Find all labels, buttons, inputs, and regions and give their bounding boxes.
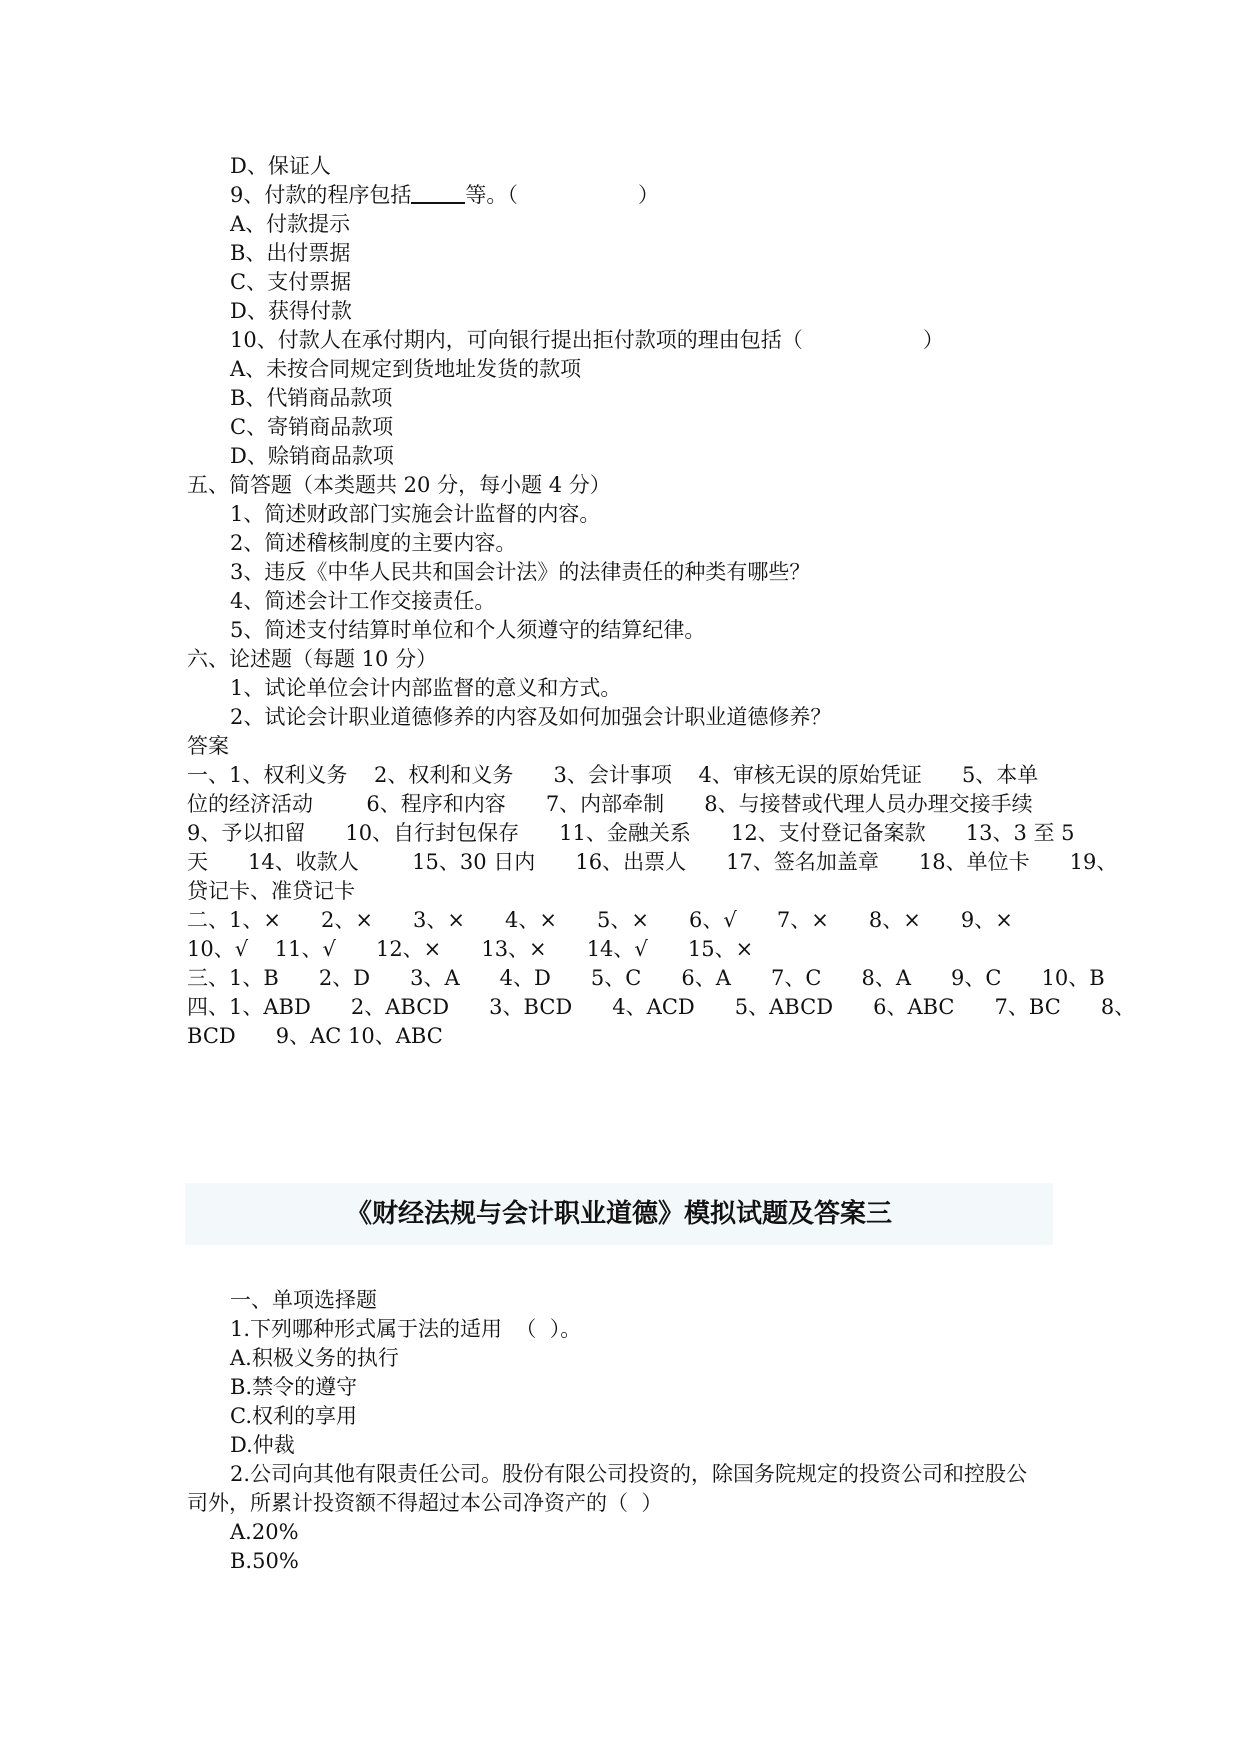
- essay-item: 1、试论单位会计内部监督的意义和方式。: [230, 676, 622, 700]
- answer-line: 二、1、× 2、× 3、× 4、× 5、× 6、√ 7、× 8、× 9、×: [187, 908, 1013, 932]
- section-heading-1: 一、单项选择题: [230, 1288, 377, 1312]
- answer-line: BCD 9、AC 10、ABC: [187, 1024, 443, 1048]
- answer-line: 三、1、B 2、D 3、A 4、D 5、C 6、A 7、C 8、A 9、C 10、B: [187, 966, 1105, 990]
- option-line: C.权利的享用: [230, 1404, 357, 1428]
- option-line: A、付款提示: [230, 212, 351, 236]
- answer-line: 9、予以扣留 10、自行封包保存 11、金融关系 12、支付登记备案款 13、3 至 5: [187, 821, 1075, 845]
- option-line: B.50%: [230, 1549, 299, 1573]
- option-line: C、寄销商品款项: [230, 415, 394, 439]
- section-heading-5: 五、简答题（本类题共 20 分，每小题 4 分）: [187, 473, 611, 497]
- question-9-text: 9、付款的程序包括: [230, 183, 412, 207]
- option-line: D、赊销商品款项: [230, 444, 394, 468]
- question-1: 1.下列哪种形式属于法的适用 （ ）。: [230, 1317, 582, 1341]
- option-line: C、支付票据: [230, 270, 352, 294]
- option-line: A.积极义务的执行: [230, 1346, 399, 1370]
- question-2: 2.公司向其他有限责任公司。股份有限公司投资的，除国务院规定的投资公司和控股公: [230, 1462, 1028, 1486]
- section-heading-6: 六、论述题（每题 10 分）: [187, 647, 438, 671]
- short-answer-item: 5、简述支付结算时单位和个人须遵守的结算纪律。: [230, 618, 706, 642]
- question-9-suffix: 等。（ ）: [465, 183, 660, 207]
- answer-line: 四、1、ABD 2、ABCD 3、BCD 4、ACD 5、ABCD 6、ABC 7、BC 8、: [187, 995, 1136, 1019]
- answer-line: 位的经济活动 6、程序和内容 7、内部牵制 8、与接替或代理人员办理交接手续: [187, 792, 1033, 816]
- answer-line: 天 14、收款人 15、30 日内 16、出票人 17、签名加盖章 18、单位卡 19、: [187, 850, 1118, 874]
- answer-line: 10、√ 11、√ 12、× 13、× 14、√ 15、×: [187, 937, 754, 961]
- option-line: D、获得付款: [230, 299, 352, 323]
- answer-blank: [411, 182, 465, 204]
- option-line: D.仲裁: [230, 1433, 295, 1457]
- answer-line: 贷记卡、准贷记卡: [187, 879, 355, 903]
- exam-title: 《财经法规与会计职业道德》模拟试题及答案三: [345, 1199, 892, 1229]
- question-2-cont: 司外，所累计投资额不得超过本公司净资产的（ ）: [187, 1491, 663, 1515]
- option-line: B、代销商品款项: [230, 386, 393, 410]
- short-answer-item: 3、违反《中华人民共和国会计法》的法律责任的种类有哪些？: [230, 560, 811, 584]
- short-answer-item: 4、简述会计工作交接责任。: [230, 589, 496, 613]
- option-line: B.禁令的遵守: [230, 1375, 358, 1399]
- option-line: A、未按合同规定到货地址发货的款项: [230, 357, 582, 381]
- question-10: 10、付款人在承付期内，可向银行提出拒付款项的理由包括（ ）: [230, 328, 944, 352]
- option-line: A.20%: [230, 1520, 299, 1544]
- question-9: [230, 179, 1110, 211]
- answer-line: 一、1、权利义务 2、权利和义务 3、会计事项 4、审核无误的原始凭证 5、本单: [187, 763, 1039, 787]
- essay-item: 2、试论会计职业道德修养的内容及如何加强会计职业道德修养？: [230, 705, 832, 729]
- short-answer-item: 2、简述稽核制度的主要内容。: [230, 531, 517, 555]
- short-answer-item: 1、简述财政部门实施会计监督的内容。: [230, 502, 601, 526]
- answers-label: 答案: [187, 734, 229, 758]
- option-line: B、出付票据: [230, 241, 351, 265]
- option-line: D、保证人: [230, 154, 331, 178]
